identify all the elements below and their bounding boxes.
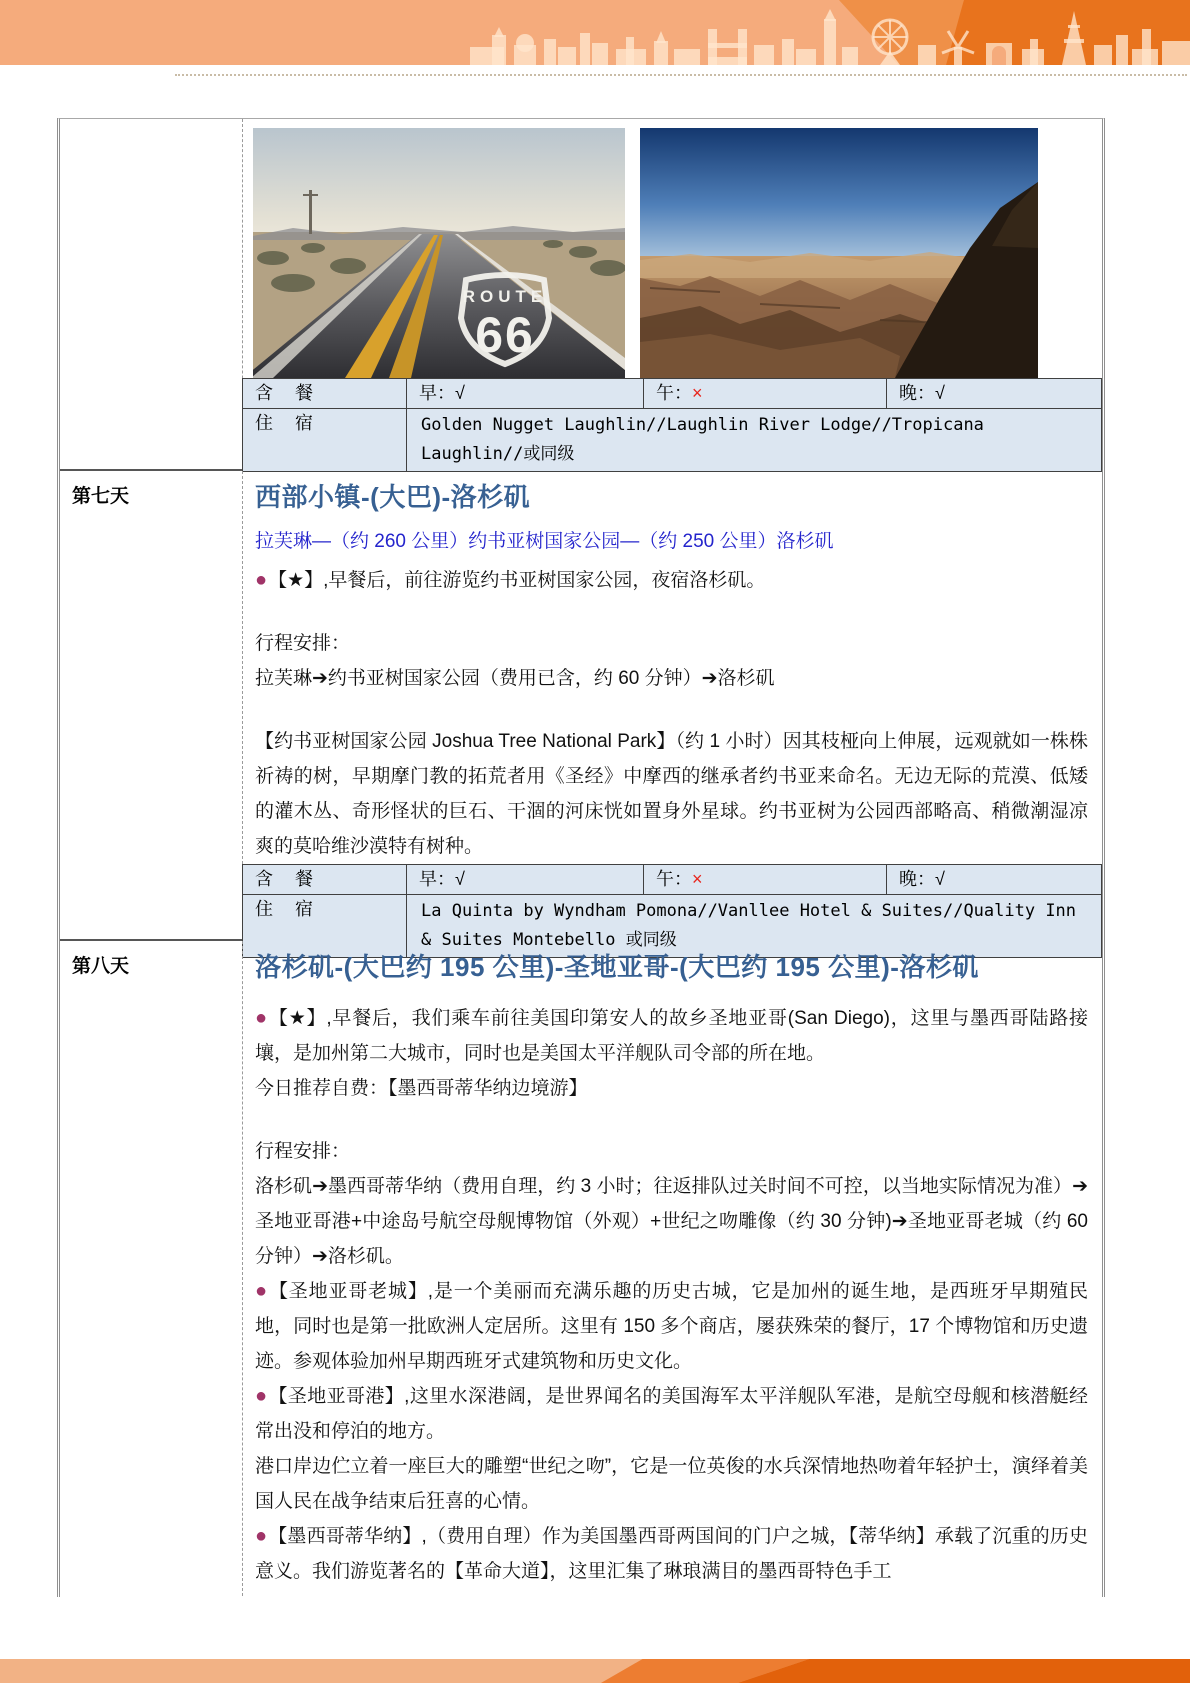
dinner-label: 晚： — [899, 383, 935, 403]
bullet-icon: ● — [255, 569, 268, 591]
day7-content-cell — [243, 471, 1102, 950]
table-row-day6-continued — [60, 119, 1102, 469]
day8-p5: 港口岸边伫立着一座巨大的雕塑“世纪之吻”，它是一位英俊的水兵深情地热吻着年轻护士，演绎着美国人民在战争结束后狂喜的心情。 — [255, 1456, 1088, 1512]
day8-p3-text: 【圣地亚哥老城】,是一个美丽而充满乐趣的历史古城，它是加州的诞生地，是西班牙早期殖民地，同时也是第一批欧洲人定居所。这里有 150 多个商店，屡获殊荣的餐厅，17 个博物馆和历史遗迹。参观体验加州早期西班牙式建筑物和历史文化。 — [255, 1281, 1088, 1372]
breakfast-label: 早： — [419, 383, 455, 403]
day7-intro-text: 【★】,早餐后，前往游览约书亚树国家公园，夜宿洛杉矶。 — [268, 570, 766, 591]
meal-label: 含 餐 — [243, 379, 407, 408]
bullet-icon: ● — [255, 1525, 268, 1547]
footer-banner — [0, 1659, 1190, 1683]
day8-p1 — [255, 1001, 1088, 1071]
day8-label: 第八天 — [72, 956, 130, 977]
day8-schedule-label: 行程安排： — [255, 1141, 351, 1162]
svg-text:66: 66 — [475, 307, 535, 363]
lunch-mark: × — [692, 869, 703, 889]
bullet-icon: ● — [255, 1385, 268, 1407]
lunch-cell — [644, 379, 887, 408]
day6-content-cell — [243, 119, 1102, 469]
lunch-label: 午： — [656, 383, 692, 403]
breakfast-mark: √ — [455, 869, 465, 889]
lodging-label: 住 宿 — [243, 895, 407, 957]
day8-p4 — [255, 1379, 1088, 1449]
bullet-icon: ● — [255, 1280, 268, 1302]
footer-dark-stripe — [0, 1659, 1190, 1683]
day8-schedule: 洛杉矶➔墨西哥蒂华纳（费用自理，约 3 小时；往返排队过关时间不可控，以当地实际情况为准）➔圣地亚哥港+中途岛号航空母舰博物馆（外观）+世纪之吻雕像（约 30 分钟)➔圣地亚哥老城（约 60 分钟）➔洛杉矶。 — [255, 1176, 1088, 1267]
photo-strip — [253, 128, 1102, 378]
table-row-day8 — [60, 939, 1102, 1596]
day7-description: 【约书亚树国家公园 Joshua Tree National Park】（约 1 小时）因其枝桠向上伸展，远观就如一株株祈祷的树，早期摩门教的拓荒者用《圣经》中摩西的继承者约书亚来命名。无边无际的荒漠、低矮的灌木丛、奇形怪状的巨石、干涸的河床恍如置身外星球。约书亚树为公园西部略高、稍微潮湿凉爽的莫哈维沙漠特有树种。 — [255, 731, 1088, 857]
meal-row — [243, 379, 1102, 409]
spacer — [243, 1106, 1102, 1134]
dinner-cell — [887, 379, 1102, 408]
meal-row — [243, 865, 1102, 895]
day8-label-cell — [60, 941, 243, 1596]
day8-p6-text: 【墨西哥蒂华纳】,（费用自理）作为美国墨西哥两国间的门户之城，【蒂华纳】承载了沉重的历史意义。我们游览著名的【革命大道】，这里汇集了琳琅满目的墨西哥特色手工 — [255, 1526, 1088, 1582]
meal-lodging-table-prev — [242, 378, 1102, 472]
svg-text:ROUTE: ROUTE — [462, 287, 548, 306]
lodging-label: 住 宿 — [243, 409, 407, 471]
day7-schedule-label: 行程安排： — [255, 633, 351, 654]
grand-canyon-photo — [640, 128, 1038, 378]
day8-content-cell — [243, 941, 1102, 1596]
breakfast-label: 早： — [419, 869, 455, 889]
day7-title: 西部小镇-(大巴)-洛杉矶 — [255, 482, 531, 512]
day7-route-summary: 拉芙琳—（约 260 公里）约书亚树国家公园—（约 250 公里）洛杉矶 — [255, 531, 834, 552]
spacer — [243, 598, 1102, 626]
day7-schedule: 拉芙琳➔约书亚树国家公园（费用已含，约 60 分钟）➔洛杉矶 — [255, 668, 775, 689]
breakfast-mark: √ — [455, 383, 465, 403]
day8-p1-text: 【★】,早餐后，我们乘车前往美国印第安人的故乡圣地亚哥(San Diego)，这里与墨西哥陆路接壤，是加州第二大城市，同时也是美国太平洋舰队司令部的所在地。 — [255, 1008, 1088, 1064]
day6-label-cell — [60, 119, 243, 469]
day8-p3 — [255, 1274, 1088, 1379]
lunch-label: 午： — [656, 869, 692, 889]
dinner-mark: √ — [935, 869, 945, 889]
spacer — [243, 696, 1102, 724]
day8-p4-text: 【圣地亚哥港】,这里水深港阔，是世界闻名的美国海军太平洋舰队军港，是航空母舰和核潜艇经常出没和停泊的地方。 — [255, 1386, 1088, 1442]
day7-label-cell — [60, 471, 243, 939]
dinner-mark: √ — [935, 383, 945, 403]
dinner-cell — [887, 865, 1102, 894]
lunch-mark: × — [692, 383, 703, 403]
route66-photo — [253, 128, 625, 378]
meal-label: 含 餐 — [243, 865, 407, 894]
header-divider — [175, 74, 1187, 76]
bullet-icon: ● — [255, 1007, 268, 1029]
dinner-label: 晚： — [899, 869, 935, 889]
day8-p6 — [255, 1519, 1088, 1589]
breakfast-cell — [407, 379, 644, 408]
lodging-hotels: La Quinta by Wyndham Pomona//Vanllee Hotel & Suites//Quality Inn & Suites Montebello 或同级 — [407, 895, 1102, 957]
lunch-cell — [644, 865, 887, 894]
breakfast-cell — [407, 865, 644, 894]
day8-title: 洛杉矶-(大巴约 195 公里)-圣地亚哥-(大巴约 195 公里)-洛杉矶 — [255, 952, 979, 982]
day7-intro — [255, 563, 1088, 598]
header-banner — [0, 0, 1190, 65]
lodging-row — [243, 409, 1102, 472]
lodging-hotels: Golden Nugget Laughlin//Laughlin River Lodge//Tropicana Laughlin//或同级 — [407, 409, 1102, 471]
city-skyline-icon — [470, 5, 1190, 65]
itinerary-table — [57, 118, 1105, 1597]
day7-label: 第七天 — [72, 486, 130, 507]
day8-p2: 今日推荐自费：【墨西哥蒂华纳边境游】 — [255, 1078, 588, 1099]
table-row-day7 — [60, 469, 1102, 950]
